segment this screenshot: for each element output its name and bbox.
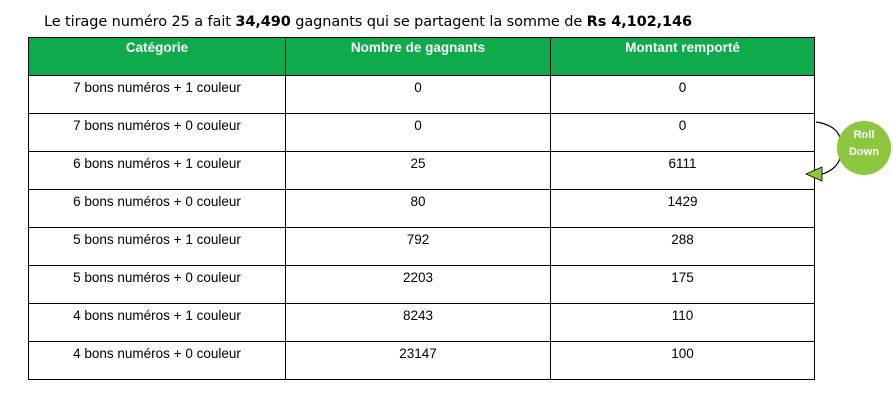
table-row [29,76,815,114]
cell-category: 6 bons numéros + 0 couleur [29,190,286,228]
cell-winners: 2203 [286,266,551,304]
cell-winners: 0 [286,76,551,114]
summary-middle: gagnants qui se partagent la somme de [290,14,587,30]
cell-winners: 25 [286,152,551,190]
cell-category: 7 bons numéros + 0 couleur [29,114,286,152]
rolldown-line2: Down [849,146,879,158]
cell-amount: 175 [551,266,815,304]
cell-category: 5 bons numéros + 0 couleur [29,266,286,304]
cell-winners: 23147 [286,342,551,380]
cell-winners: 8243 [286,304,551,342]
winners-count: 34,490 [235,14,291,30]
callout-arrow-icon [806,167,822,181]
table-row [29,152,815,190]
cell-category: 4 bons numéros + 0 couleur [29,342,286,380]
table-row [29,114,815,152]
table-row [29,304,815,342]
cell-winners: 80 [286,190,551,228]
total-amount: Rs 4,102,146 [586,14,692,30]
cropped-footer-text [60,398,773,409]
rolldown-badge [836,127,892,161]
cell-category: 6 bons numéros + 1 couleur [29,152,286,190]
rolldown-line1: Roll [853,129,875,141]
header-winners: Nombre de gagnants [286,38,551,76]
table-row [29,266,815,304]
cell-winners: 0 [286,114,551,152]
draw-summary [44,14,692,30]
cell-amount: 110 [551,304,815,342]
header-category: Catégorie [29,38,286,76]
table-row [29,228,815,266]
cell-category: 5 bons numéros + 1 couleur [29,228,286,266]
cell-category: 4 bons numéros + 1 couleur [29,304,286,342]
summary-prefix: Le tirage numéro 25 a fait [44,14,236,30]
table-header-row [29,38,815,76]
cell-amount: 6111 [551,152,815,190]
cell-winners: 792 [286,228,551,266]
cell-amount: 0 [551,76,815,114]
cell-amount: 288 [551,228,815,266]
table-row [29,342,815,380]
cell-category: 7 bons numéros + 1 couleur [29,76,286,114]
cell-amount: 1429 [551,190,815,228]
header-amount: Montant remporté [551,38,815,76]
table-row [29,190,815,228]
cell-amount: 0 [551,114,815,152]
results-table [28,37,815,380]
cell-amount: 100 [551,342,815,380]
